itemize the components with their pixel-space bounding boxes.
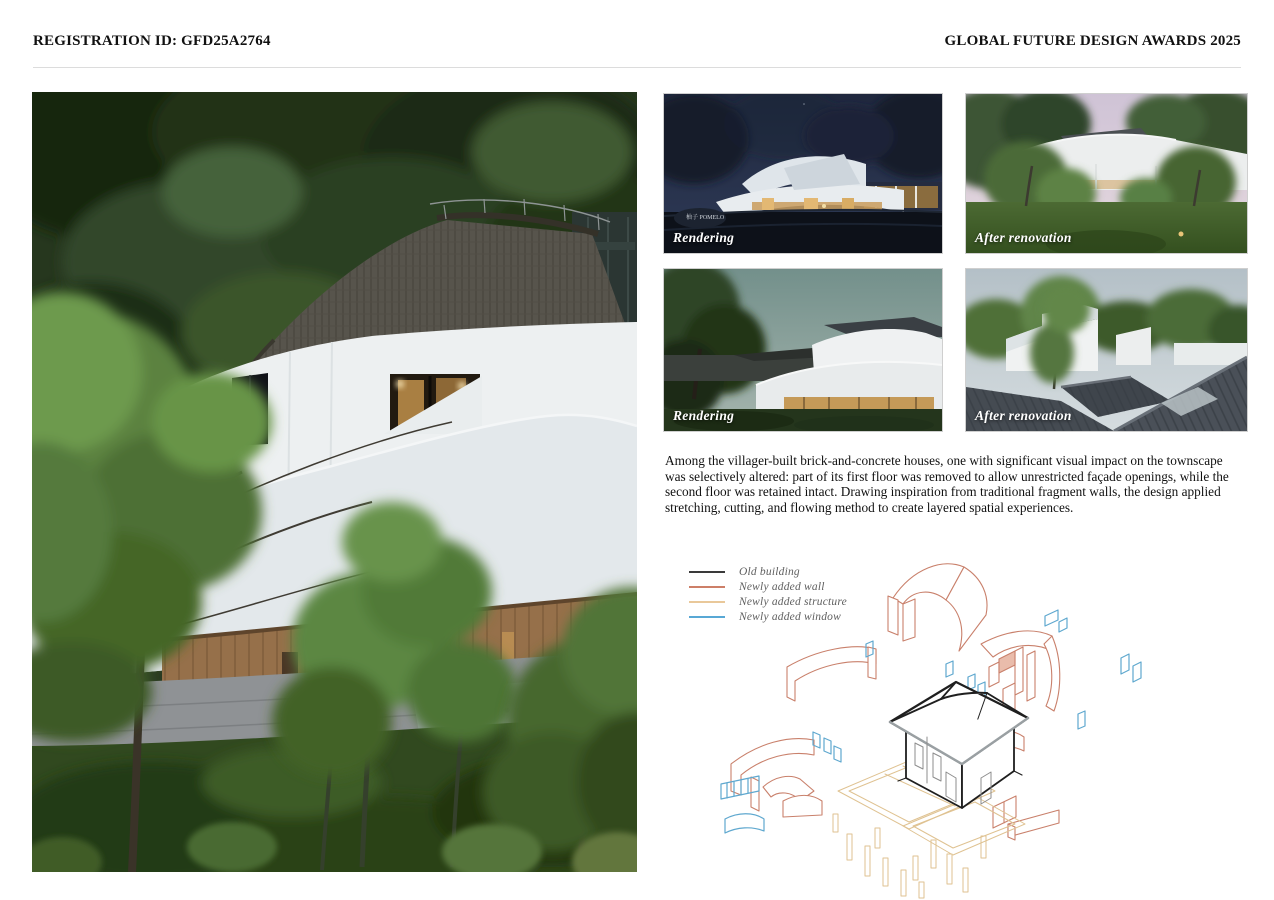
thumb-after-renovation-roofs-illustration	[966, 269, 1247, 431]
award-title: GLOBAL FUTURE DESIGN AWARDS 2025	[944, 33, 1241, 49]
diagram-legend	[689, 566, 847, 623]
thumb-caption: Rendering	[673, 408, 735, 423]
thumb-rendering-night	[663, 93, 943, 254]
thumb-caption: After renovation	[975, 230, 1072, 245]
project-description: Among the villager-built brick-and-concrete houses, one with significant visual impact on the townscape was selectively altered: part of its first floor was removed to allow unrestricted façade openings, while the second floor was retained intact. Drawing inspiration from traditional fragment walls, the design applied stretching, cutting, and flowing method to create layered spatial experiences.	[665, 453, 1229, 516]
legend-line-new-window	[689, 616, 725, 618]
legend-line-old-building	[689, 571, 725, 573]
legend-row-old-building	[689, 566, 847, 578]
legend-label: Old building	[739, 566, 800, 578]
main-photo-illustration	[32, 92, 637, 872]
thumb-rendering-dusk	[663, 268, 943, 432]
registration-id: REGISTRATION ID: GFD25A2764	[33, 33, 271, 49]
legend-label: Newly added wall	[739, 581, 825, 593]
legend-label: Newly added window	[739, 611, 841, 623]
legend-row-new-window	[689, 611, 847, 623]
thumb-rendering-dusk-illustration	[664, 269, 942, 431]
legend-row-new-structure	[689, 596, 847, 608]
main-photo	[32, 92, 637, 872]
exploded-axonometric-diagram	[663, 538, 1260, 900]
legend-label: Newly added structure	[739, 596, 847, 608]
pomelo-sign-text: 柚子 POMELO	[686, 215, 725, 221]
header-divider	[33, 67, 1241, 68]
thumb-after-renovation-roofs	[965, 268, 1248, 432]
legend-line-new-wall	[689, 586, 725, 588]
legend-row-new-wall	[689, 581, 847, 593]
thumb-caption: Rendering	[673, 230, 735, 245]
thumb-caption: After renovation	[975, 408, 1072, 423]
legend-line-new-structure	[689, 601, 725, 603]
thumbnail-gallery	[663, 93, 1248, 432]
thumb-after-renovation-garden	[965, 93, 1248, 254]
